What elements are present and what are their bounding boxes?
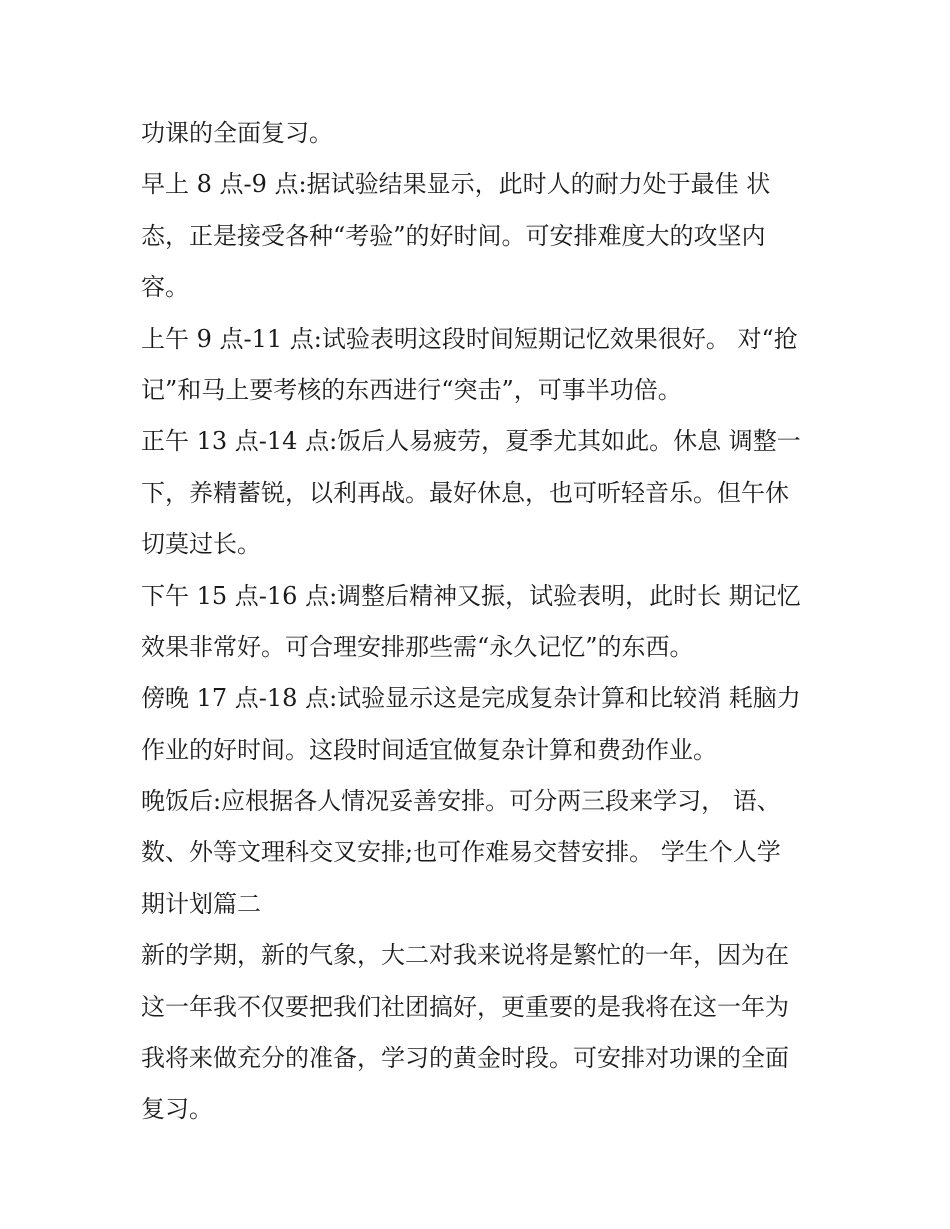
text-line: 复习。: [141, 1095, 213, 1124]
text-line: 正午 13 点-14 点:饭后人易疲劳，夏季尤其如此。休息 调整一: [141, 427, 801, 456]
text-line: 下午 15 点-16 点:调整后精神又振，试验表明，此时长 期记忆: [141, 581, 801, 610]
text-line: 态，正是接受各种“考验”的好时间。可安排难度大的攻坚内: [141, 221, 766, 250]
text-line: 这一年我不仅要把我们社团搞好，更重要的是我将在这一年为: [141, 992, 789, 1021]
text-line: 作业的好时间。这段时间适宜做复杂计算和费劲作业。: [141, 735, 717, 764]
text-line: 傍晚 17 点-18 点:试验显示这是完成复杂计算和比较消 耗脑力: [141, 684, 801, 713]
section-heading: 期计划篇二: [141, 889, 261, 918]
text-line: 数、外等文理科交叉安排;也可作难易交替安排。 学生个人学: [141, 838, 781, 867]
text-line: 上午 9 点-11 点:试验表明这段时间短期记忆效果很好。 对“抢: [141, 324, 798, 353]
text-line: 新的学期，新的气象，大二对我来说将是繁忙的一年，因为在: [141, 941, 789, 970]
text-line: 容。: [141, 273, 189, 302]
text-line: 下，养精蓄锐，以利再战。最好休息，也可听轻音乐。但午休: [141, 478, 789, 507]
text-line: 效果非常好。可合理安排那些需“永久记忆”的东西。: [141, 632, 694, 661]
text-line: 功课的全面复习。: [141, 119, 333, 147]
text-line: 晚饭后:应根据各人情况妥善安排。可分两三段来学习， 语、: [141, 787, 781, 816]
text-line: 记”和马上要考核的东西进行“突击”，可事半功倍。: [141, 375, 682, 404]
text-line: 早上 8 点-9 点:据试验结果显示，此时人的耐力处于最佳 状: [141, 170, 771, 199]
text-line: 我将来做充分的准备，学习的黄金时段。可安排对功课的全面: [141, 1044, 789, 1073]
text-line: 切莫过长。: [141, 530, 261, 559]
body-text: [141, 108, 821, 1136]
